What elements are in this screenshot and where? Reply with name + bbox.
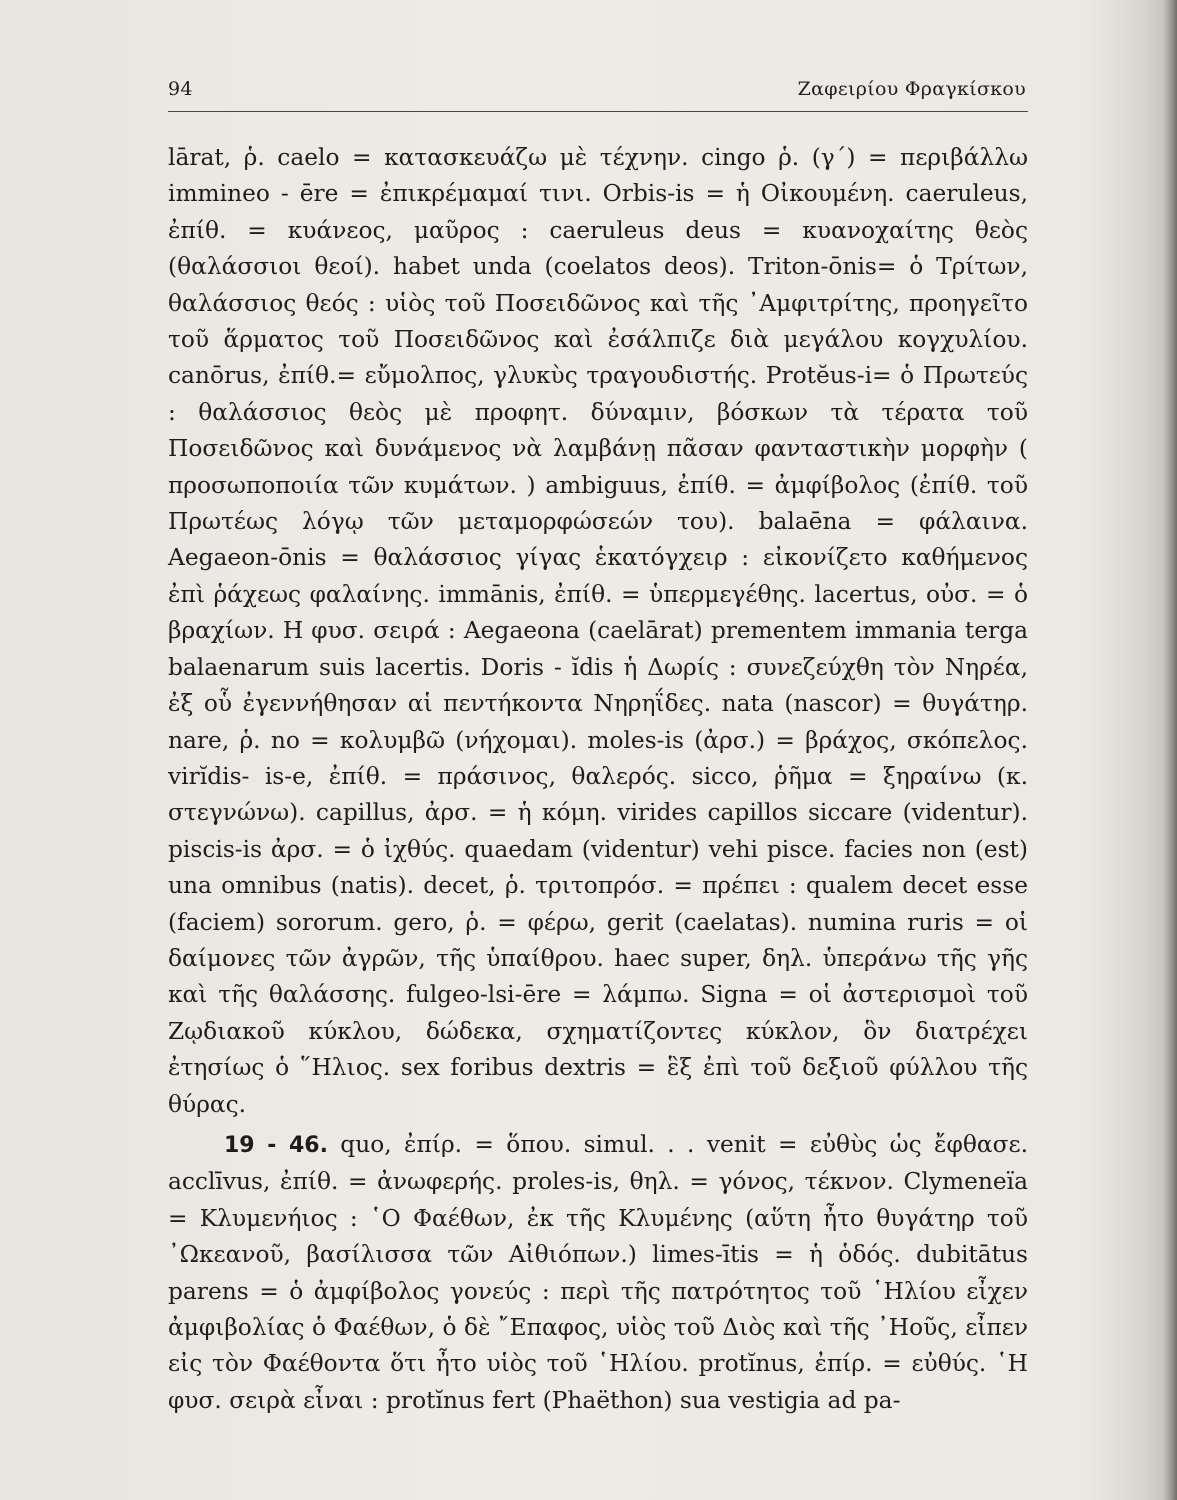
commentary-paragraph-1: [168, 140, 1028, 1123]
header-rule: [168, 111, 1028, 112]
running-head: [168, 72, 1026, 102]
paragraph-text: lārat, ῥ. caelo = κατασκευάζω μὲ τέχνην. cingo ῥ. (γ΄) = περιβάλλω immineo - ēre = ἐπικρέμαμαί τινι. Orbis-is = ἡ Οἰκουμένη. caeruleus, ἐπίθ. = κυάνεος, μαῦρος : caeruleus deus = κυανοχαίτης θεὸς (θαλάσσιοι θεοί). habet unda (coelatos deos). Triton-ōnis= ὁ Τρίτων, θαλάσσιος θεός : υἱὸς τοῦ Ποσειδῶνος καὶ τῆς ᾿Αμφιτρίτης, προηγεῖτο τοῦ ἅρματος τοῦ Ποσειδῶνος καὶ ἐσάλπιζε διὰ μεγάλου κογχυλίου. canōrus, ἐπίθ.= εὔμολπος, γλυκὺς τραγουδιστής. Protĕus-i= ὁ Πρωτεύς : θαλάσσιος θεὸς μὲ προφητ. δύναμιν, βόσκων τὰ τέρατα τοῦ Ποσειδῶνος καὶ δυνάμενος νὰ λαμβάνῃ πᾶσαν φανταστικὴν μορφὴν ( προσωποποιία τῶν κυμάτων. ) ambiguus, ἐπίθ. = ἀμφίβολος (ἐπίθ. τοῦ Πρωτέως λόγῳ τῶν μεταμορφώσεών του). balaēna = φάλαινα. Aegaeon-ōnis = θαλάσσιος γίγας ἑκατόγχειρ : εἰκονίζετο καθήμενος ἐπὶ ῥάχεως φαλαίνης. immānis, ἐπίθ. = ὑπερμεγέθης. lacertus, οὐσ. = ὁ βραχίων. Η φυσ. σειρά : Aegaeona (caelārat) prementem immania terga balaenarum suis lacertis. Doris - ĭdis ἡ Δωρίς : συνεζεύχθη τὸν Νηρέα, ἐξ οὗ ἐγεννήθησαν αἱ πεντήκοντα Νηρηΐδες. nata (nascor) = θυγάτηρ. nare, ῥ. no = κολυμβῶ (νήχομαι). moles-is (ἀρσ.) = βράχος, σκόπελος. virĭdis- is-e, ἐπίθ. = πράσινος, θαλερός. sicco, ῥῆμα = ξηραίνω (κ. στεγνώνω). capillus, ἀρσ. = ἡ κόμη. virides capillos siccare (videntur). piscis-is ἀρσ. = ὁ ἰχθύς. quaedam (videntur) vehi pisce. facies non (est) una omnibus (natis). decet, ῥ. τριτοπρόσ. = πρέπει : qualem decet esse (faciem) sororum. gero, ῥ. = φέρω, gerit (caelatas). numina ruris = οἱ δαίμονες τῶν ἀγρῶν, τῆς ὑπαίθρου. haec super, δηλ. ὑπεράνω τῆς γῆς καὶ τῆς θαλάσσης. fulgeo-lsi-ēre = λάμπω. Signa = οἱ ἀστερισμοὶ τοῦ Ζῳδιακοῦ κύκλου, δώδεκα, σχηματίζοντες κύκλον, ὃν διατρέχει ἐτησίως ὁ ῞Ηλιος. sex foribus dextris = ἓξ ἐπὶ τοῦ δεξιοῦ φύλλου τῆς θύρας.: [168, 144, 1028, 1118]
section-number: 19 - 46.: [224, 1133, 328, 1158]
running-title: Ζαφειρίου Φραγκίσκου: [797, 78, 1026, 100]
commentary-paragraph-2: [168, 1127, 1028, 1419]
paragraph-body: [168, 1127, 1028, 1419]
paragraph-text: quo, ἐπίρ. = ὅπου. simul. . . venit = εὐθὺς ὡς ἔφθασε. acclīvus, ἐπίθ. = ἀνωφερής. proles-is, θηλ. = γόνος, τέκνον. Clymeneïa = Κλυμενήιος : ῾Ο Φαέθων, ἐκ τῆς Κλυμένης (αὕτη ἦτο θυγάτηρ τοῦ ᾿Ωκεανοῦ, βασίλισσα τῶν Αἰθιόπων.) limes-ītis = ἡ ὁδός. dubitātus parens = ὁ ἀμφίβολος γονεύς : περὶ τῆς πατρότητος τοῦ ῾Ηλίου εἶχεν ἀμφιβολίας ὁ Φαέθων, ὁ δὲ ῎Επαφος, υἱὸς τοῦ Διὸς καὶ τῆς ᾿Ηοῦς, εἶπεν εἰς τὸν Φαέθοντα ὅτι ἦτο υἱὸς τοῦ ῾Ηλίου. protĭnus, ἐπίρ. = εὐθύς. ῾Η φυσ. σειρὰ εἶναι : protĭnus fert (Phaëthon) sua vestigia ad pa-: [168, 1131, 1028, 1414]
page-edge-shadow: [1163, 0, 1177, 1500]
page-number: 94: [168, 78, 193, 100]
